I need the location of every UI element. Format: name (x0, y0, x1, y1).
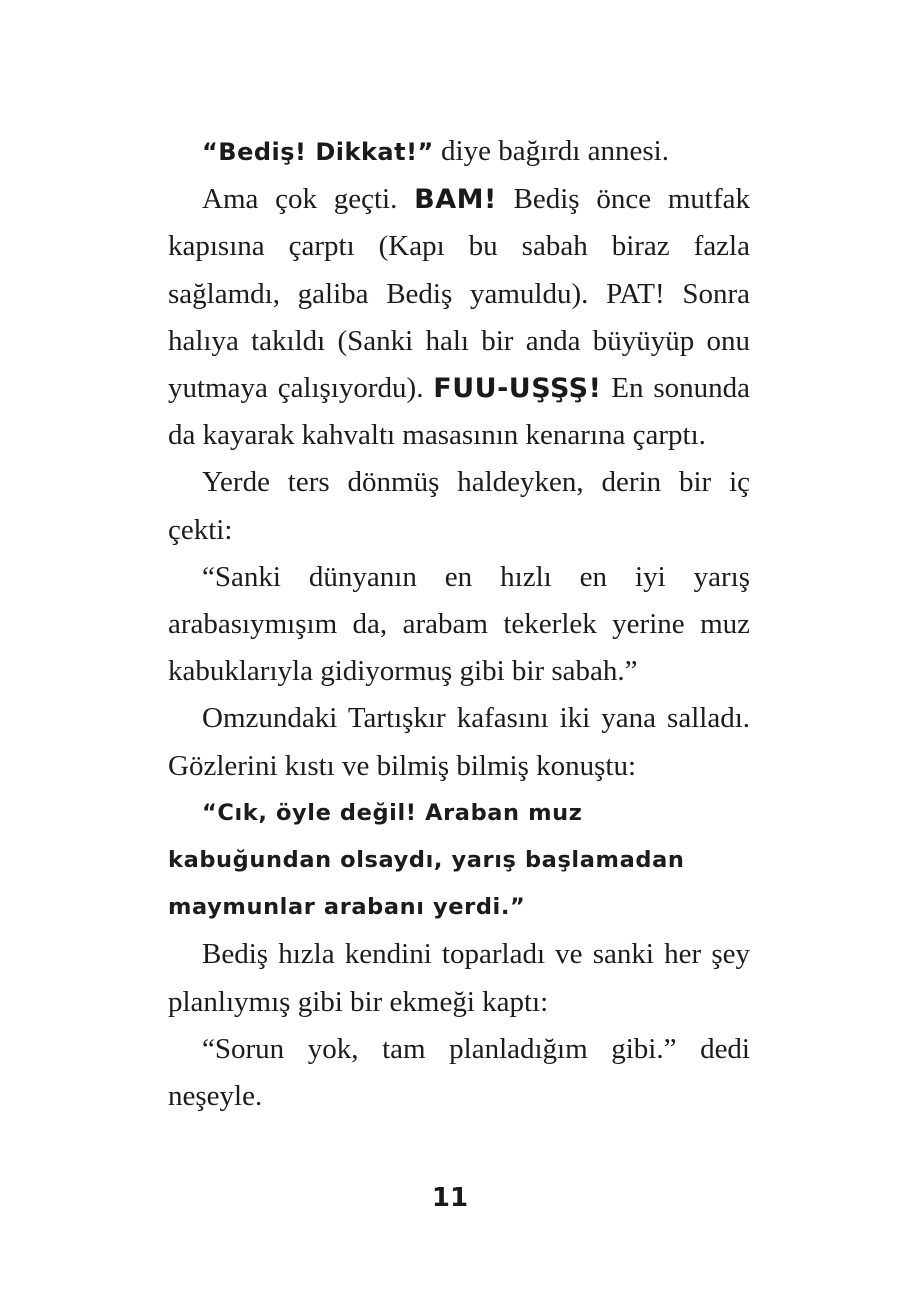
page-number: 11 (431, 1183, 469, 1213)
paragraph-2-text-c: En sonunda da kayarak kahvaltı masasının kenarına çarptı. (168, 372, 750, 452)
paragraph-4: “Sanki dünyanın en hızlı en iyi yarış arabasıymışım da, arabam tekerlek yerine muz kabuklarıyla gidiyormuş gibi bir sabah.” (168, 560, 750, 688)
paragraph-6-handwritten: “Cık, öyle değil! Araban muz kabuğundan olsaydı, yarış başlamadan maymunlar arabanı yerdi.” (168, 799, 685, 921)
paragraph-3: Yerde ters dönmüş haldeyken, derin bir iç çekti: (168, 466, 750, 546)
paragraph-2 (168, 176, 750, 459)
paragraph-2-text-a: Ama çok geçti. (202, 183, 415, 216)
paragraph-1-text: diye bağırdı annesi. (433, 135, 669, 167)
paragraph-8: “Sorun yok, tam planladığım gibi.” dedi neşeyle. (168, 1032, 750, 1113)
paragraph-2-text-b: Bediş önce mutfak kapısına çarptı (Kapı bu sabah biraz fazla sağlamdı, galiba Bediş yamuldu). PAT! Sonra halıya takıldı (Sanki halı bir anda büyüyüp onu yutmaya çalışıyordu). (168, 183, 750, 405)
paragraph-5: Omzundaki Tartışkır kafasını iki yana salladı. Gözlerini kıstı ve bilmiş bilmiş konuştu: (168, 702, 750, 782)
exclamation-handwritten: “Bediş! Dikkat!” (202, 138, 434, 166)
paragraph-1 (168, 128, 750, 176)
paragraph-7: Bediş hızla kendini toparladı ve sanki her şey planlıymış gibi bir ekmeği kaptı: (168, 938, 750, 1018)
sound-effect-bam: BAM! (414, 184, 497, 216)
sound-effect-fuuusss: FUU-UŞŞŞ! (433, 373, 602, 405)
story-text (168, 128, 750, 1120)
